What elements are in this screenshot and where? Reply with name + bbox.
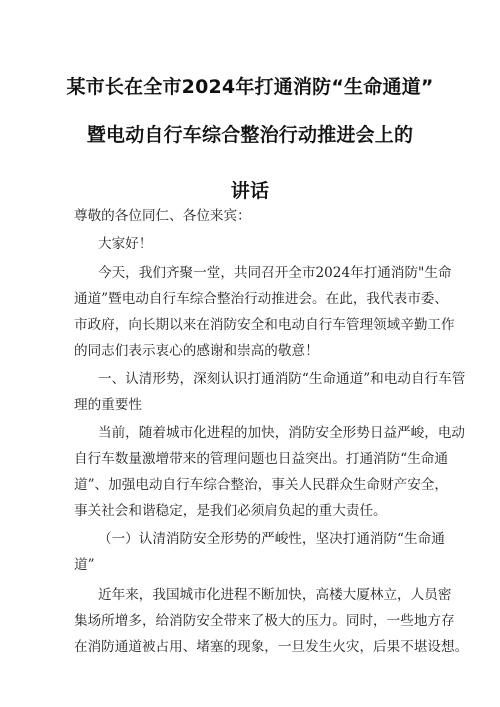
paragraph-line: 通道”暨电动自行车综合整治行动推进会。在此，我代表市委、 (74, 291, 448, 307)
paragraph-line: 近年来，我国城市化进程不断加快，高楼大厦林立，人员密 (98, 587, 452, 603)
section-heading-line: 一、认清形势，深刻认识打通消防“生命通道”和电动自行车管 (98, 371, 466, 387)
title-line-2: 暨电动自行车综合整治行动推进会上的 (86, 124, 414, 146)
paragraph-line: 今天，我们齐聚一堂，共同召开全市2024年打通消防"生命 (98, 265, 452, 281)
subsection-heading-line: 道” (74, 557, 95, 573)
paragraph-line: 的同志们表示衷心的感谢和崇高的敬意！ (74, 343, 319, 359)
title-line-1: 某市长在全市2024年打通消防“生命通道” (66, 76, 434, 98)
paragraph-line: 集场所增多，给消防安全带来了极大的压力。同时，一些地方存 (74, 613, 455, 629)
paragraph-line: 事关社会和谐稳定，是我们必须肩负起的重大责任。 (74, 503, 387, 519)
greeting: 大家好！ (98, 236, 153, 252)
subsection-heading-line: （一）认清消防安全形势的严峻性，坚决打通消防“生命通 (98, 531, 445, 547)
salutation: 尊敬的各位同仁、各位来宾： (74, 208, 251, 224)
paragraph-line: 在消防通道被占用、堵塞的现象，一旦发生火灾，后果不堪设想。 (74, 639, 469, 655)
section-heading-line: 理的重要性 (74, 397, 142, 413)
title-line-3: 讲话 (230, 180, 270, 202)
paragraph-line: 当前，随着城市化进程的加快，消防安全形势日益严峻，电动 (98, 425, 466, 441)
paragraph-line: 自行车数量激增带来的管理问题也日益突出。打通消防“生命通 (74, 451, 448, 467)
paragraph-line: 市政府，向长期以来在消防安全和电动自行车管理领域辛勤工作 (74, 317, 455, 333)
paragraph-line: 道”、加强电动自行车综合整治，事关人民群众生命财产安全， (74, 477, 448, 493)
